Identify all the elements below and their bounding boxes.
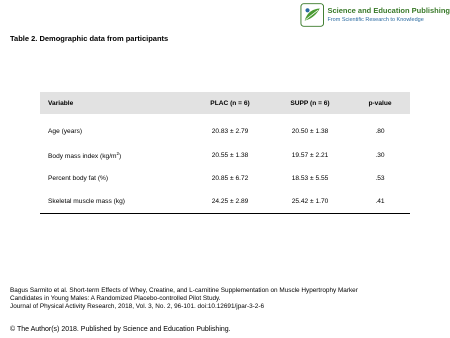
cell-plac: 20.85 ± 6.72 (211, 175, 249, 182)
citation (10, 287, 442, 311)
cell-variable: Percent body fat (%) (48, 175, 109, 182)
cell-supp: 25.42 ± 1.70 (270, 190, 350, 213)
table-row (40, 190, 410, 213)
cell-variable-text: Body mass index (kg/m (48, 153, 117, 161)
demographic-table (40, 92, 410, 214)
cell-plac: 20.83 ± 2.79 (211, 127, 249, 135)
publisher-name: Science and Education Publishing (327, 6, 450, 15)
publisher-tagline: From Scientific Research to Knowledge (327, 17, 424, 23)
table-row (40, 114, 410, 144)
cell-variable (40, 144, 190, 167)
citation-line: Candidates in Young Males: A Randomized Placebo-controlled Pilot Study. (10, 295, 221, 302)
column-header-variable: Variable (48, 99, 74, 107)
cell-variable: Skeletal muscle mass (kg) (40, 190, 190, 213)
cell-variable-tail: ) (119, 153, 122, 161)
copyright-notice: © The Author(s) 2018. Published by Science and Education Publishing. (10, 326, 231, 333)
cell-variable-superscript: 2 (116, 150, 120, 156)
cell-supp: 20.50 ± 1.38 (291, 127, 329, 135)
publisher-logo (300, 2, 450, 28)
table-row (40, 167, 410, 190)
cell-supp: 19.57 ± 2.21 (291, 152, 329, 159)
citation-line: Bagus Sarmito et al. Short-term Effects of Whey, Creatine, and L-carnitine Supplementation on Muscle Hypertrophy Marker (10, 287, 358, 294)
cell-plac: 24.25 ± 2.89 (190, 190, 270, 213)
table-row (40, 144, 410, 167)
publisher-logo-icon (300, 2, 324, 28)
cell-plac: 20.55 ± 1.38 (211, 152, 249, 159)
citation-line: Journal of Physical Activity Research, 2018, Vol. 3, No. 2, 96-101. doi:10.12691/jpar-3-2-6 (10, 303, 264, 310)
cell-p-value: .41 (350, 190, 410, 213)
cell-supp: 18.53 ± 5.55 (291, 175, 329, 182)
column-header-supp: SUPP (n = 6) (290, 99, 330, 107)
cell-p-value: .53 (375, 175, 385, 182)
column-header-p-value: p-value (368, 99, 392, 107)
table-header-row (40, 92, 410, 114)
cell-p-value: .30 (375, 152, 385, 159)
table-title: Table 2. Demographic data from participants (10, 34, 169, 43)
cell-variable: Age (years) (48, 127, 83, 135)
column-header-plac: PLAC (n = 6) (210, 99, 250, 107)
cell-p-value: .80 (375, 127, 385, 135)
